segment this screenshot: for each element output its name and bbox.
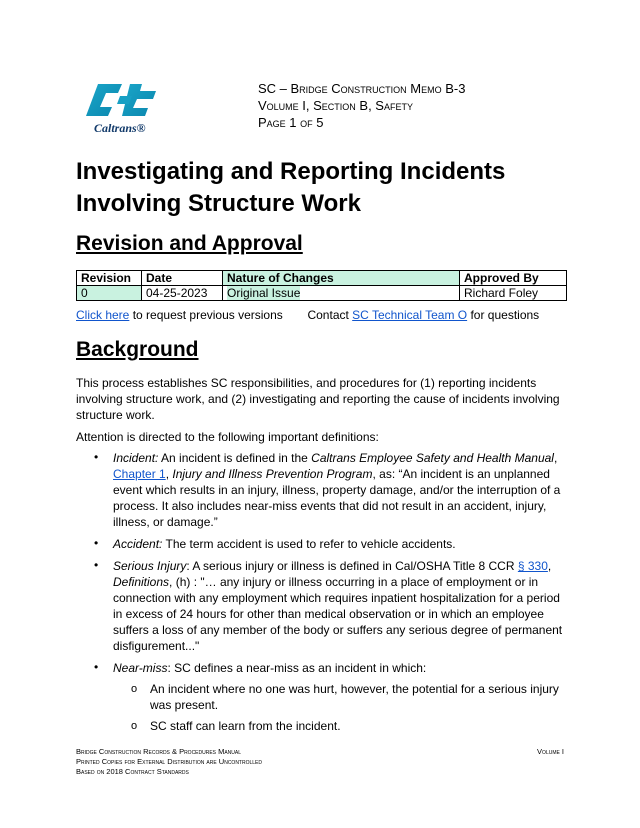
table-row [77,286,567,301]
serious-injury-term: Serious Injury [113,559,187,573]
memo-header-line-2: Volume I, Section B, Safety [258,98,413,113]
program-title: Injury and Illness Prevention Program [172,467,373,481]
chapter-1-link[interactable]: Chapter 1 [113,467,166,481]
section-330-link[interactable]: § 330 [517,559,548,573]
serious-injury-definition: Serious Injury: A serious injury or illness is defined in Cal/OSHA Title 8 CCR § 330, Definitions, (h) : "… any injury or illness occurring in a place of employment or in connection with any employment which requires inpatient hospitalization for a period in excess of 24 hours for other than medical observation or in which an employee suffers a loss of any member of the body or suffers any serious degree of permanent disfigurement..." [113,559,563,653]
cell-revision: 0 [77,286,142,301]
memo-header [258,80,465,131]
memo-header-line-3: Page 1 of 5 [258,115,324,130]
col-header-nature: Nature of Changes [223,271,460,286]
accident-term: Accident: [113,537,163,551]
footer-manual-line: Bridge Construction Records & Procedures Manual [76,747,242,756]
page-title: Investigating and Reporting Incidents Involving Structure Work [76,158,506,217]
bullet-icon: • [94,558,99,572]
circle-bullet-icon: o [131,683,138,695]
bullet-icon: • [94,450,99,464]
serious-injury-text-1: : A serious injury or illness is defined in Cal/OSHA Title 8 CCR [186,559,515,573]
incident-text-2: , as: “An incident is an unplanned event which results in an injury, illness, property damage, and/or the interruption of a process. It also includes near-miss events that did not result in an accident, injury, illness, or damage.” [113,467,561,529]
near-miss-sub-item: SC staff can learn from the incident. [150,719,341,733]
incident-definition: Incident: An incident is defined in the Caltrans Employee Safety and Health Manual, Chapter 1, Injury and Illness Prevention Program, as: “An incident is an unplanned event which results in an injury, illness, property damage, and/or the interruption of a process. It also includes near-miss events that did not result in an accident, injury, illness, or damage.” [113,451,561,529]
near-miss-term: Near-miss [113,661,168,675]
page-footer [76,747,262,777]
bullet-icon: • [94,660,99,674]
near-miss-sub-item: An incident where no one was hurt, however, the potential for a serious injury was present. [150,682,559,712]
cell-nature-text: Original Issue [227,286,301,300]
safety-manual-title: Caltrans Employee Safety and Health Manual [311,451,554,465]
revision-table [76,270,567,301]
contact-text: Contact [307,308,349,322]
cell-date: 04-25-2023 [142,286,223,301]
definitions-title: Definitions [113,575,170,589]
footer-standards-line: Based on 2018 Contract Standards [76,767,189,776]
background-heading: Background [76,338,199,361]
cell-nature [223,286,460,301]
cell-approved-by: Richard Foley [460,286,567,301]
col-header-date: Date [142,271,223,286]
col-header-revision: Revision [77,271,142,286]
near-miss-text: : SC defines a near-miss as an incident in which: [167,661,427,675]
table-header-row [77,271,567,286]
bullet-icon: • [94,536,99,550]
questions-text: for questions [470,308,540,322]
accident-text: The term accident is used to refer to vehicle accidents. [165,537,456,551]
incident-text-1: An incident is defined in the [161,451,308,465]
footer-uncontrolled-line: Printed Copies for External Distribution are Uncontrolled [76,757,262,766]
background-paragraph-1: This process establishes SC responsibilities, and procedures for (1) reporting incidents involving structure work, and (2) investigating and reporting the cause of incidents involving structure work. [76,376,560,422]
incident-comma: , [553,451,558,465]
caltrans-logo-icon [84,80,170,140]
footer-volume: Volume I [537,747,564,756]
circle-bullet-icon: o [131,720,138,732]
incident-term: Incident: [113,451,159,465]
near-miss-definition [113,660,565,676]
revision-heading: Revision and Approval [76,232,303,255]
serious-injury-text-2: , (h) : "… any injury or illness occurring in a place of employment or in connection with any employment which requires inpatient hospitalization for a period in excess of 24 hours for other than medical observation or in which an employee suffers a loss of any member of the body or suffers any serious degree of permanent disfigurement..." [113,575,563,653]
click-here-link[interactable]: Click here [76,308,130,322]
caltrans-logo [84,80,170,140]
versions-contact-line [76,308,539,322]
background-paragraph-2: Attention is directed to the following important definitions: [76,430,379,444]
caltrans-wordmark: Caltrans® [94,121,146,135]
col-header-approved-by: Approved By [460,271,567,286]
accident-definition [113,536,565,552]
request-text: to request previous versions [132,308,283,322]
sc-technical-team-link[interactable]: SC Technical Team O [352,308,468,322]
memo-header-line-1: SC – Bridge Construction Memo B-3 [258,81,466,96]
